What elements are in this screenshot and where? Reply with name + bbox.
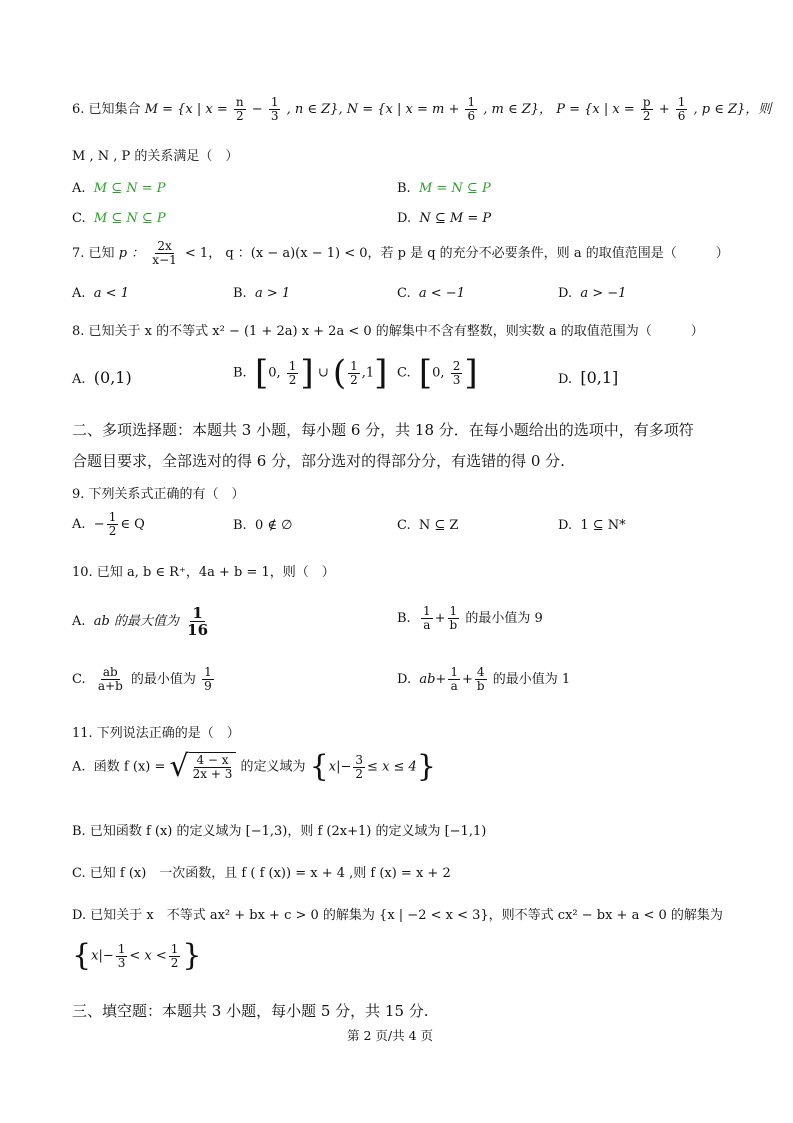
q8-option-a: A. (0,1): [72, 368, 132, 387]
q11-a-radical: √ $\frac{4 - x}{2x + 3}$: [170, 752, 237, 782]
q10-c-frac2: $\frac{1}{9}$: [204, 665, 212, 693]
q10-option-c: C. $\frac{ab}{a+b}$ 的最小值为 $\frac{1}{9}$: [72, 665, 212, 693]
q8-option-d: D. [0,1]: [558, 368, 619, 387]
q10-d-frac1: $\frac{1}{a}$: [450, 665, 458, 693]
q9-option-d: D. 1 ⊆ N*: [558, 518, 626, 533]
q6-line1: [72, 96, 771, 123]
q7-p-frac: $\frac{2x}{x-1}$: [152, 239, 177, 267]
q10-b-frac2: $\frac{1}{b}$: [449, 604, 458, 632]
q6-line2: M , N , P 的关系满足（ ）: [72, 149, 239, 164]
q6-n-frac: $\frac{1}{6}$: [467, 95, 476, 123]
q10-b-frac1: $\frac{1}{a}$: [422, 604, 431, 632]
q11-option-d: D. 已知关于 x 不等式 ax² + bx + c > 0 的解集为 {x | −2 < x < 3}，则不等式 cx² − bx + a < 0 的解集为: [72, 908, 723, 923]
section2-heading-line1: 二、多项选择题：本题共 3 小题，每小题 6 分，共 18 分．在每小题给出的选项中，有多项符: [72, 421, 694, 439]
q7-option-a: A. a < 1: [72, 286, 129, 301]
q7-p-tail: < 1，: [184, 246, 222, 261]
q6-set-n-left: N = {x | x = m +: [346, 102, 460, 117]
q10-option-b: B. $\frac{1}{a}$ + $\frac{1}{b}$ 的最小值为 9: [397, 604, 543, 632]
q10-a-frac: $\frac{1}{16}$: [187, 604, 209, 639]
q7-p-label: p ：: [118, 246, 145, 261]
q8-b-frac1: $\frac{1}{2}$: [288, 358, 297, 387]
q11-a-set-frac: $\frac{3}{2}$: [355, 752, 364, 781]
q6-option-b: B. M = N ⊆ P: [397, 181, 491, 196]
q10-option-a: A. ab 的最大值为 $\frac{1}{16}$: [72, 604, 209, 639]
q9-option-b: B. 0 ∉ ∅: [233, 518, 293, 533]
q6-m-minus: −: [251, 102, 263, 117]
q6-set-m-left: M = {x | x =: [144, 102, 228, 117]
q8-line: 8. 已知关于 x 的不等式 x² − (1 + 2a) x + 2a < 0 的解集中不含有整数，则实数 a 的取值范围为（ ）: [72, 324, 704, 339]
q8-b-frac2: $\frac{1}{2}$: [350, 358, 358, 387]
q10-option-d: D. ab+ $\frac{1}{a}$ + $\frac{4}{b}$ 的最小值为 1: [397, 665, 571, 693]
q6-m-frac1: $\frac{n}{2}$: [235, 95, 244, 123]
q8-option-c: C. [0, $\frac{2}{3}$ ]: [397, 353, 478, 393]
q6-p-plus: +: [658, 102, 670, 117]
q6-option-d: D. N ⊆ M = P: [397, 211, 492, 226]
q9-line: 9. 下列关系式正确的有（ ）: [72, 487, 245, 502]
q8-option-b: B. [0, $\frac{1}{2}$ ] ∪ ( $\frac{1}{2}$ ,1]: [233, 353, 388, 393]
q7-option-d: D. a > −1: [558, 286, 627, 301]
q7-option-b: B. a > 1: [233, 286, 291, 301]
q11-option-b: B. 已知函数 f (x) 的定义域为 [−1,3)，则 f (2x+1) 的定义域为 [−1,1): [72, 824, 487, 839]
q8-c-frac: $\frac{2}{3}$: [452, 358, 461, 387]
q6-lead: 6. 已知集合: [72, 102, 141, 117]
q11-d-set-frac2: $\frac{1}{2}$: [170, 941, 179, 970]
q9-option-a: A. − $\frac{1}{2}$ ∈ Q: [72, 510, 145, 538]
q9-a-frac: $\frac{1}{2}$: [108, 510, 117, 538]
q11-option-d-set: {x|− $\frac{1}{3}$ < x < $\frac{1}{2}$ }: [72, 938, 202, 973]
q7-option-c: C. a < −1: [397, 286, 465, 301]
q6-set-n-right: , m ∈ Z}，: [483, 102, 553, 117]
q10-line: 10. 已知 a, b ∈ R⁺，4a + b = 1，则（ ）: [72, 565, 335, 580]
q6-set-m-right: , n ∈ Z},: [286, 102, 343, 117]
q11-option-c: C. 已知 f (x) 一次函数，且 f ( f (x)) = x + 4 ,则 f (x) = x + 2: [72, 866, 451, 881]
q6-option-c: C. M ⊆ N ⊆ P: [72, 211, 166, 226]
q7-lead: 7. 已知: [72, 246, 115, 261]
q11-d-set-frac1: $\frac{1}{3}$: [117, 941, 126, 970]
q6-m-frac2: $\frac{1}{3}$: [270, 95, 279, 123]
q6-p-frac2: $\frac{1}{6}$: [677, 95, 686, 123]
section3-heading: 三、填空题：本题共 3 小题，每小题 5 分，共 15 分.: [72, 1002, 429, 1020]
section2-heading-line2: 合题目要求，全部选对的得 6 分，部分选对的得部分分，有选错的得 0 分.: [72, 452, 565, 470]
q7-line: [72, 240, 729, 267]
q11-line: 11. 下列说法正确的是（ ）: [72, 726, 240, 741]
q9-option-c: C. N ⊆ Z: [397, 518, 459, 533]
page-footer: 第 2 页/共 4 页: [347, 1028, 434, 1043]
q11-option-a: A. 函数 f (x) = √ $\frac{4 - x}{2x + 3}$ 的定义域为 {x|− $\frac{3}{2}$ ≤ x ≤ 4}: [72, 749, 436, 784]
q10-d-frac2: $\frac{4}{b}$: [476, 665, 485, 693]
q6-set-p-left: P = {x | x =: [556, 102, 635, 117]
q7-q-part: q ：(x − a)(x − 1) < 0，若 p 是 q 的充分不必要条件，则 a 的取值范围是（ ）: [225, 246, 729, 261]
q10-c-frac1: $\frac{ab}{a+b}$: [97, 665, 123, 693]
q6-option-a: A. M ⊆ N = P: [72, 181, 166, 196]
q6-p-frac1: $\frac{p}{2}$: [642, 95, 651, 123]
q6-set-p-right: , p ∈ Z}，则: [693, 102, 772, 117]
